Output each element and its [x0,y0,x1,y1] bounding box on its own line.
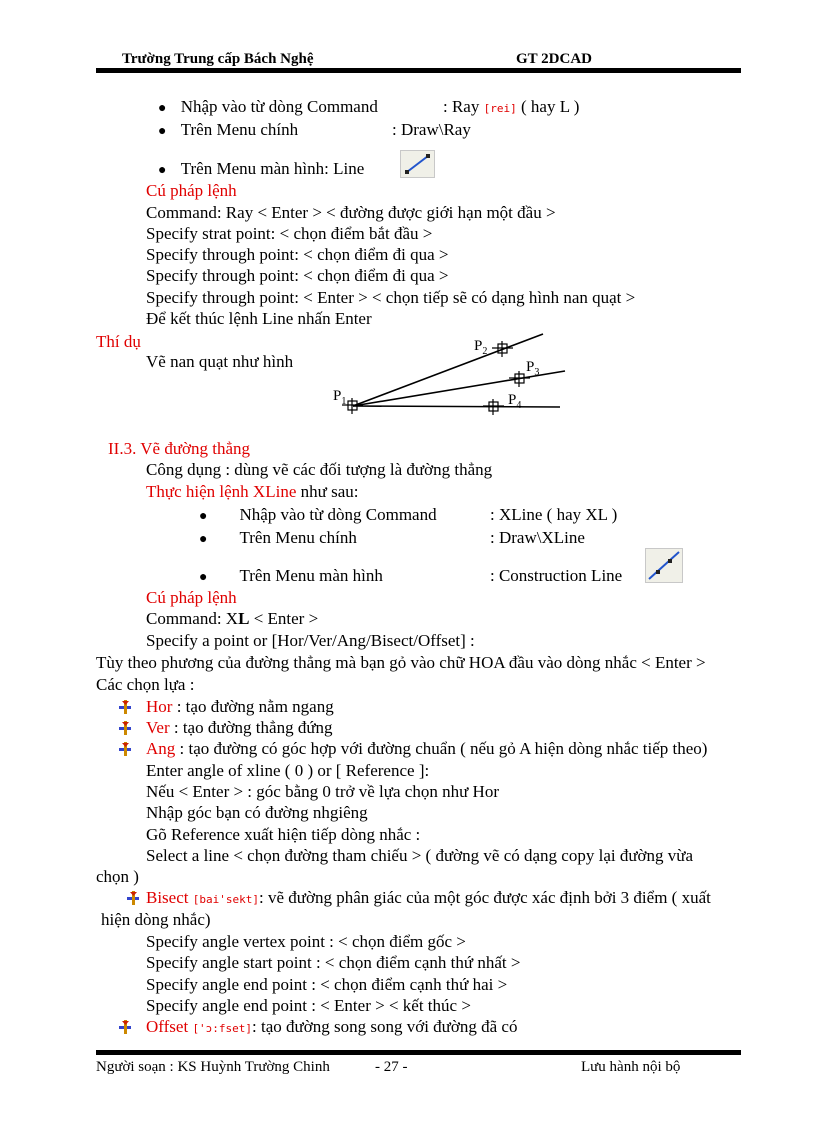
option-ver: Ver : tạo đường thẳng đứng [146,718,333,737]
option-ang: Ang : tạo đường có góc hợp với đường chuẩn ( nếu gỏ A hiện dòng nhắc tiếp theo) [146,739,708,758]
xline-menu-row: ● Trên Menu chính [199,528,357,547]
pin-icon [117,741,133,757]
ray-line-4: Specify through point: < chọn điểm đi qua > [146,266,449,285]
ray-line-3: Specify through point: < chọn điểm đi qua > [146,245,449,264]
ang-line-1: Enter angle of xline ( 0 ) or [ Reference ]: [146,761,430,780]
footer-page: - 27 - [375,1059,408,1075]
xline-cmd-value: : XLine ( hay XL ) [490,505,618,524]
xline-screen-row: ● Trên Menu màn hình [199,566,383,585]
point-p3: $P_3$ [526,359,540,378]
bisect-line-2: Specify angle start point : < chọn điểm cạnh thứ nhất > [146,953,521,972]
ray-line-2: Specify strat point: < chọn điểm bắt đầu > [146,224,433,243]
ray-line-1: Command: Ray < Enter > < đường được giới hạn một đầu > [146,203,556,222]
pin-icon [117,1019,133,1035]
option-offset: Offset ['ɔ:fset]: tạo đường song song với đường đã có [146,1017,518,1036]
ang-wrap: chọn ) [96,867,139,886]
header-school: Trường Trung cấp Bách Nghệ [122,51,314,67]
ang-line-5: Select a line < chọn đường tham chiếu > ( đường vẽ có dạng copy lại đường vừa [146,846,694,865]
xline-cmd-row: ● Nhập vào từ dòng Command [199,505,437,524]
footer-rule [96,1050,741,1055]
xline-screen-value: : Construction Line [490,566,623,585]
construction-line-icon [645,548,683,583]
xline-specify: Specify a point or [Hor/Ver/Ang/Bisect/Offset] : [146,631,475,650]
xline-menu-value: : Draw\XLine [490,528,585,547]
ray-cmd-row: ● Nhập vào từ dòng Command [158,97,378,116]
ang-line-3: Nhập góc bạn có đường nhgiêng [146,803,368,822]
section-title: II.3. Vẽ đường thẳng [108,439,251,458]
bisect-line-1: Specify angle vertex point : < chọn điểm gốc > [146,932,466,951]
ray-menu-row: ● Trên Menu chính [158,120,299,139]
pin-icon [125,890,141,906]
option-bisect: Bisect [bai'sekt]: vẽ đường phân giác của một góc được xác định bởi 3 điểm ( xuất [146,888,711,907]
xline-exec: Thực hiện lệnh XLine như sau: [146,482,359,501]
example-text: Vẽ nan quạt như hình [146,352,294,371]
bisect-line-4: Specify angle end point : < Enter > < kết thúc > [146,996,471,1015]
ray-menu-value: : Draw\Ray [392,120,471,139]
bisect-wrap: hiện dòng nhắc) [101,910,211,929]
ray-cmd-value-row: : Ray [rei] ( hay L ) [443,97,580,116]
xline-usage: Công dụng : dùng vẽ các đối tượng là đường thẳng [146,460,493,479]
example-title: Thí dụ [96,332,141,351]
point-p4: $P_4$ [508,392,522,411]
xline-command: Command: XL < Enter > [146,609,319,628]
xline-syntax-title: Cú pháp lệnh [146,588,237,607]
pin-icon [117,720,133,736]
point-p2: $P_2$ [474,338,488,357]
xline-note-1: Tùy theo phương của đường thẳng mà bạn gỏ vào chữ HOA đầu vào dòng nhắc < Enter > [96,653,706,672]
ang-line-4: Gõ Reference xuất hiện tiếp dòng nhắc : [146,825,421,844]
pin-icon [117,699,133,715]
header-course: GT 2DCAD [516,51,592,67]
ray-line-6: Để kết thúc lệnh Line nhấn Enter [146,309,372,328]
ray-screen-row: ● Trên Menu màn hình: Line [158,159,365,178]
header-rule [96,68,741,73]
bisect-line-3: Specify angle end point : < chọn điểm cạnh thứ hai > [146,975,508,994]
ang-line-2: Nếu < Enter > : góc bằng 0 trở về lựa chọn như Hor [146,782,499,801]
ray-line-5: Specify through point: < Enter > < chọn tiếp sẽ có dạng hình nan quạt > [146,288,636,307]
point-p1: $P_1$ [333,388,347,407]
line-tool-icon [400,150,435,178]
footer-note: Lưu hành nội bộ [581,1059,681,1075]
xline-note-2: Các chọn lựa : [96,675,195,694]
ray-syntax-title: Cú pháp lệnh [146,181,237,200]
option-hor: Hor : tạo đường nằm ngang [146,697,334,716]
footer-author: Người soạn : KS Huỳnh Trường Chinh [96,1059,330,1075]
